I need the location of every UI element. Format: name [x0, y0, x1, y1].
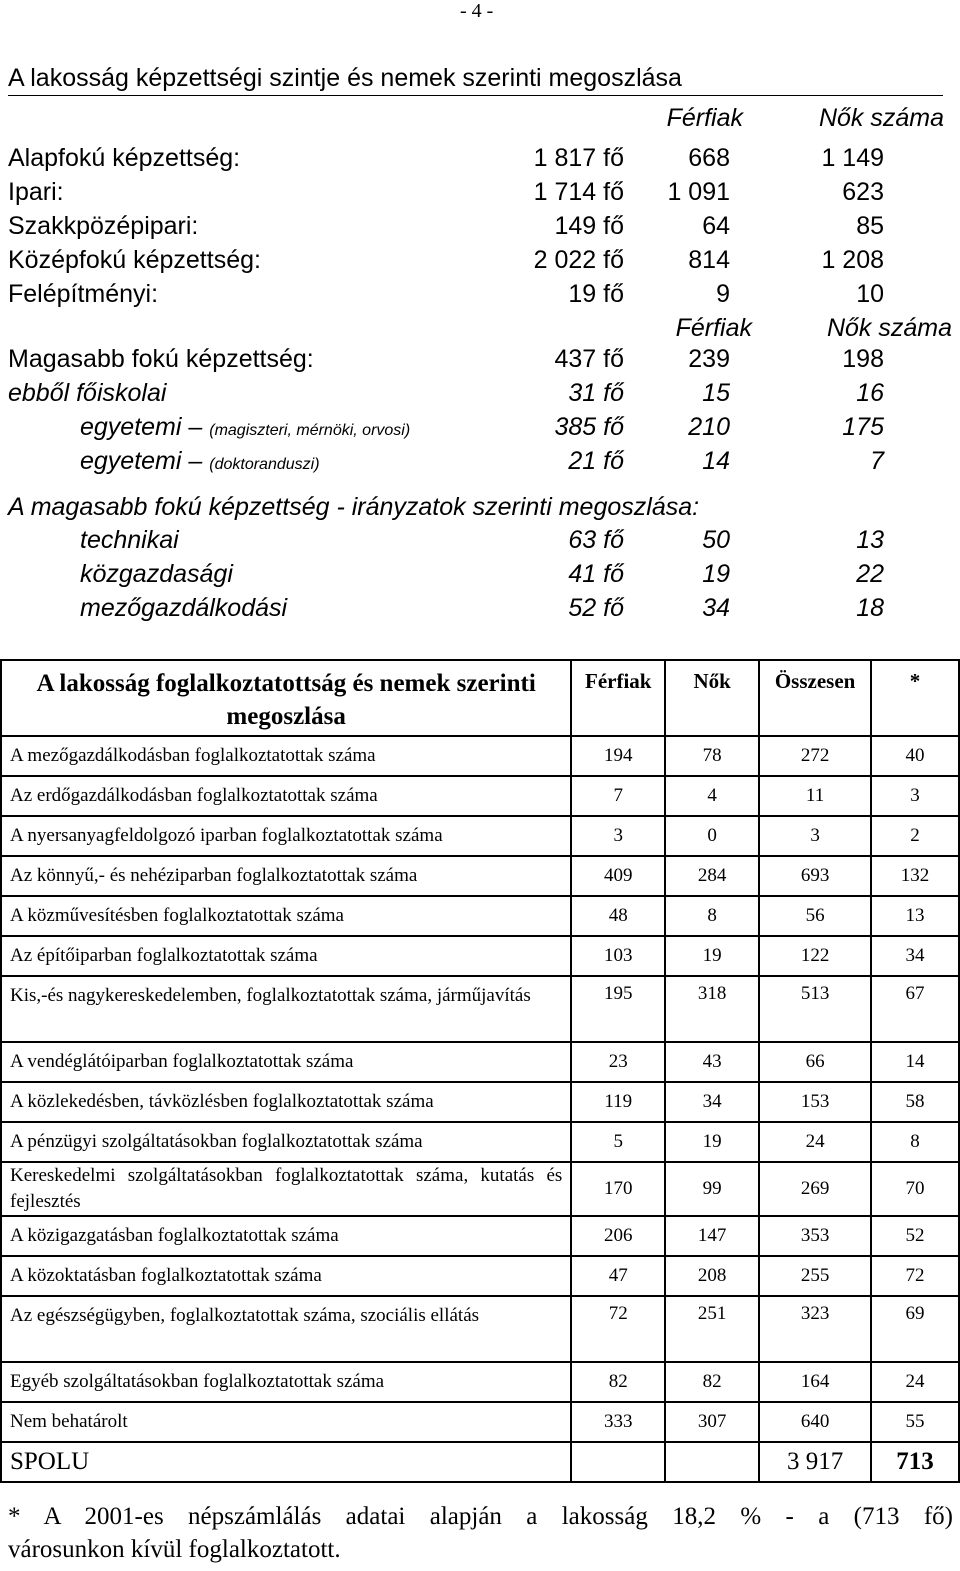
row-label: A közigazgatásban foglalkoztatottak száma — [1, 1216, 571, 1256]
education-row — [0, 212, 960, 246]
row-total: 2 022 fő — [533, 246, 624, 274]
employment-title: A lakosság foglalkoztatottság és nemek szerinti megoszlása — [1, 660, 571, 736]
table-row — [1, 1122, 959, 1162]
table-row — [1, 1216, 959, 1256]
row-total: 513 — [759, 976, 871, 1042]
row-total: 66 — [759, 1042, 871, 1082]
row-women: 18 — [856, 594, 884, 622]
row-star: 14 — [871, 1042, 959, 1082]
education-row — [0, 178, 960, 212]
row-women: 623 — [842, 178, 884, 206]
row-total: 24 — [759, 1122, 871, 1162]
education-row-sub — [0, 379, 960, 413]
row-men: 333 — [571, 1402, 665, 1442]
education-row-sub — [0, 447, 960, 481]
row-men: 194 — [571, 736, 665, 776]
row-women: 307 — [665, 1402, 759, 1442]
row-total: 323 — [759, 1296, 871, 1362]
table-row — [1, 1296, 959, 1362]
row-women: 284 — [665, 856, 759, 896]
row-total: 164 — [759, 1362, 871, 1402]
row-total: 52 fő — [568, 594, 624, 622]
row-men: 814 — [688, 246, 730, 274]
row-women: 85 — [856, 212, 884, 240]
row-total: 353 — [759, 1216, 871, 1256]
row-label: egyetemi – — [80, 413, 210, 441]
education-row-sub — [0, 413, 960, 447]
row-label: A nyersanyagfeldolgozó iparban foglalkoztatottak száma — [1, 816, 571, 856]
row-men: 15 — [702, 379, 730, 407]
row-star: 52 — [871, 1216, 959, 1256]
education-header-2 — [0, 314, 960, 348]
row-star: 69 — [871, 1296, 959, 1362]
direction-row — [0, 594, 960, 628]
row-label: Szakkpözépipari: — [8, 212, 199, 240]
header-men: Férfiak — [675, 314, 752, 342]
row-total: 56 — [759, 896, 871, 936]
sum-label: SPOLU — [1, 1442, 571, 1482]
table-row — [1, 896, 959, 936]
row-star: 34 — [871, 936, 959, 976]
row-women: 13 — [856, 526, 884, 554]
table-row — [1, 1362, 959, 1402]
row-total: 122 — [759, 936, 871, 976]
row-women: 1 149 — [821, 144, 884, 172]
row-women: 318 — [665, 976, 759, 1042]
row-label: Az könnyű,- és nehéziparban foglalkoztatottak száma — [1, 856, 571, 896]
education-row — [0, 280, 960, 314]
row-total: 1 714 fő — [533, 178, 624, 206]
row-men: 34 — [702, 594, 730, 622]
education-row — [0, 246, 960, 280]
direction-row — [0, 526, 960, 560]
row-men: 7 — [571, 776, 665, 816]
row-total: 693 — [759, 856, 871, 896]
row-women: 8 — [665, 896, 759, 936]
table-row — [1, 1042, 959, 1082]
row-women: 78 — [665, 736, 759, 776]
row-women: 4 — [665, 776, 759, 816]
table-row — [1, 776, 959, 816]
row-women: 34 — [665, 1082, 759, 1122]
header-star: * — [871, 660, 959, 736]
row-men: 210 — [688, 413, 730, 441]
row-total: 153 — [759, 1082, 871, 1122]
row-total: 385 fő — [554, 413, 624, 441]
row-star: 72 — [871, 1256, 959, 1296]
direction-row — [0, 560, 960, 594]
row-men: 119 — [571, 1082, 665, 1122]
row-women: 99 — [665, 1162, 759, 1216]
row-women: 1 208 — [821, 246, 884, 274]
table-row — [1, 976, 959, 1042]
row-label: Alapfokú képzettség: — [8, 144, 241, 172]
row-men: 19 — [702, 560, 730, 588]
row-total: 63 fő — [568, 526, 624, 554]
row-total: 3 — [759, 816, 871, 856]
row-men: 206 — [571, 1216, 665, 1256]
row-total: 640 — [759, 1402, 871, 1442]
row-label: Felépítményi: — [8, 280, 159, 308]
row-men: 195 — [571, 976, 665, 1042]
row-men: 1 091 — [667, 178, 730, 206]
row-label: A pénzügyi szolgáltatásokban foglalkoztatottak száma — [1, 1122, 571, 1162]
header-men: Férfiak — [666, 104, 743, 132]
row-star: 8 — [871, 1122, 959, 1162]
table-row — [1, 1082, 959, 1122]
row-label: A vendéglátóiparban foglalkoztatottak száma — [1, 1042, 571, 1082]
row-women: 251 — [665, 1296, 759, 1362]
table-header-row — [1, 660, 959, 736]
row-women: 0 — [665, 816, 759, 856]
row-label: Az építőiparban foglalkoztatottak száma — [1, 936, 571, 976]
row-note: (doktoranduszi) — [209, 456, 320, 473]
sum-total: 3 917 — [759, 1442, 871, 1482]
row-men: 14 — [702, 447, 730, 475]
direction-title-row — [0, 493, 960, 527]
header-men: Férfiak — [571, 660, 665, 736]
header-total: Összesen — [759, 660, 871, 736]
row-label: A közoktatásban foglalkoztatottak száma — [1, 1256, 571, 1296]
row-star: 132 — [871, 856, 959, 896]
row-men: 5 — [571, 1122, 665, 1162]
row-women: 7 — [870, 447, 884, 475]
education-title: A lakosság képzettségi szintje és nemek szerinti megoszlása — [8, 64, 943, 96]
row-label: Középfokú képzettség: — [8, 246, 261, 274]
row-label: technikai — [80, 526, 179, 554]
row-label: egyetemi – — [80, 447, 210, 475]
page-number: - 4 - — [460, 0, 494, 22]
row-star: 70 — [871, 1162, 959, 1216]
row-women: 19 — [665, 1122, 759, 1162]
row-men: 3 — [571, 816, 665, 856]
row-star: 3 — [871, 776, 959, 816]
row-label: A mezőgazdálkodásban foglalkoztatottak száma — [1, 736, 571, 776]
education-header — [0, 104, 960, 138]
row-men: 103 — [571, 936, 665, 976]
row-men: 50 — [702, 526, 730, 554]
row-total: 21 fő — [568, 447, 624, 475]
table-row — [1, 816, 959, 856]
row-label: Kis,-és nagykereskedelemben, foglalkoztatottak száma, járműjavítás — [1, 976, 571, 1042]
row-total: 41 fő — [568, 560, 624, 588]
row-men: 72 — [571, 1296, 665, 1362]
row-women: 147 — [665, 1216, 759, 1256]
row-women: 43 — [665, 1042, 759, 1082]
table-row — [1, 1256, 959, 1296]
row-women: 16 — [856, 379, 884, 407]
row-label: mezőgazdálkodási — [80, 594, 288, 622]
row-women: 82 — [665, 1362, 759, 1402]
row-label: ebből főiskolai — [8, 379, 167, 407]
row-total: 149 fő — [554, 212, 624, 240]
sum-star: 713 — [871, 1442, 959, 1482]
row-women: 22 — [856, 560, 884, 588]
row-men: 668 — [688, 144, 730, 172]
table-row — [1, 736, 959, 776]
row-total: 269 — [759, 1162, 871, 1216]
sum-men — [571, 1442, 665, 1482]
row-women: 10 — [856, 280, 884, 308]
row-label: Ipari: — [8, 178, 64, 206]
row-men: 23 — [571, 1042, 665, 1082]
row-total: 437 fő — [554, 345, 624, 373]
row-total: 1 817 fő — [533, 144, 624, 172]
row-total: 11 — [759, 776, 871, 816]
header-women: Nők száma — [818, 104, 944, 132]
row-total: 272 — [759, 736, 871, 776]
row-men: 82 — [571, 1362, 665, 1402]
row-star: 67 — [871, 976, 959, 1042]
row-note: (magiszteri, mérnöki, orvosi) — [209, 422, 411, 439]
header-women: Nők száma — [826, 314, 952, 342]
row-women: 175 — [842, 413, 884, 441]
row-total: 19 fő — [568, 280, 624, 308]
header-women: Nők — [665, 660, 759, 736]
row-men: 170 — [571, 1162, 665, 1216]
row-men: 64 — [702, 212, 730, 240]
row-label: Az egészségügyben, foglalkoztatottak száma, szociális ellátás — [1, 1296, 571, 1362]
row-women: 208 — [665, 1256, 759, 1296]
row-star: 55 — [871, 1402, 959, 1442]
row-label: Nem behatárolt — [1, 1402, 571, 1442]
row-women: 19 — [665, 936, 759, 976]
row-men: 409 — [571, 856, 665, 896]
row-label: A közművesítésben foglalkoztatottak száma — [1, 896, 571, 936]
row-men: 9 — [716, 280, 730, 308]
sum-women — [665, 1442, 759, 1482]
row-star: 24 — [871, 1362, 959, 1402]
table-row — [1, 1402, 959, 1442]
row-label: Egyéb szolgáltatásokban foglalkoztatottak száma — [1, 1362, 571, 1402]
row-men: 239 — [688, 345, 730, 373]
table-row — [1, 1162, 959, 1216]
education-row-higher — [0, 345, 960, 379]
row-men: 48 — [571, 896, 665, 936]
row-men: 47 — [571, 1256, 665, 1296]
footnote-line-2: városunkon kívül foglalkoztatott. — [8, 1536, 341, 1563]
row-label: Kereskedelmi szolgáltatásokban foglalkoztatottak száma, kutatás és fejlesztés — [1, 1162, 571, 1216]
direction-title: A magasabb fokú képzettség - irányzatok szerinti megoszlása: — [8, 493, 700, 521]
employment-table — [0, 659, 960, 1483]
row-star: 13 — [871, 896, 959, 936]
row-total: 255 — [759, 1256, 871, 1296]
education-row — [0, 144, 960, 178]
table-row — [1, 936, 959, 976]
row-star: 40 — [871, 736, 959, 776]
footnote-line-1: * A 2001-es népszámlálás adatai alapján a lakosság 18,2 % - a (713 fő) — [8, 1503, 953, 1530]
row-women: 198 — [842, 345, 884, 373]
row-total: 31 fő — [568, 379, 624, 407]
table-sum-row — [1, 1442, 959, 1482]
row-star: 58 — [871, 1082, 959, 1122]
row-label: közgazdasági — [80, 560, 233, 588]
row-label: A közlekedésben, távközlésben foglalkoztatottak száma — [1, 1082, 571, 1122]
row-label: Magasabb fokú képzettség: — [8, 345, 314, 373]
row-label: Az erdőgazdálkodásban foglalkoztatottak száma — [1, 776, 571, 816]
row-star: 2 — [871, 816, 959, 856]
table-row — [1, 856, 959, 896]
